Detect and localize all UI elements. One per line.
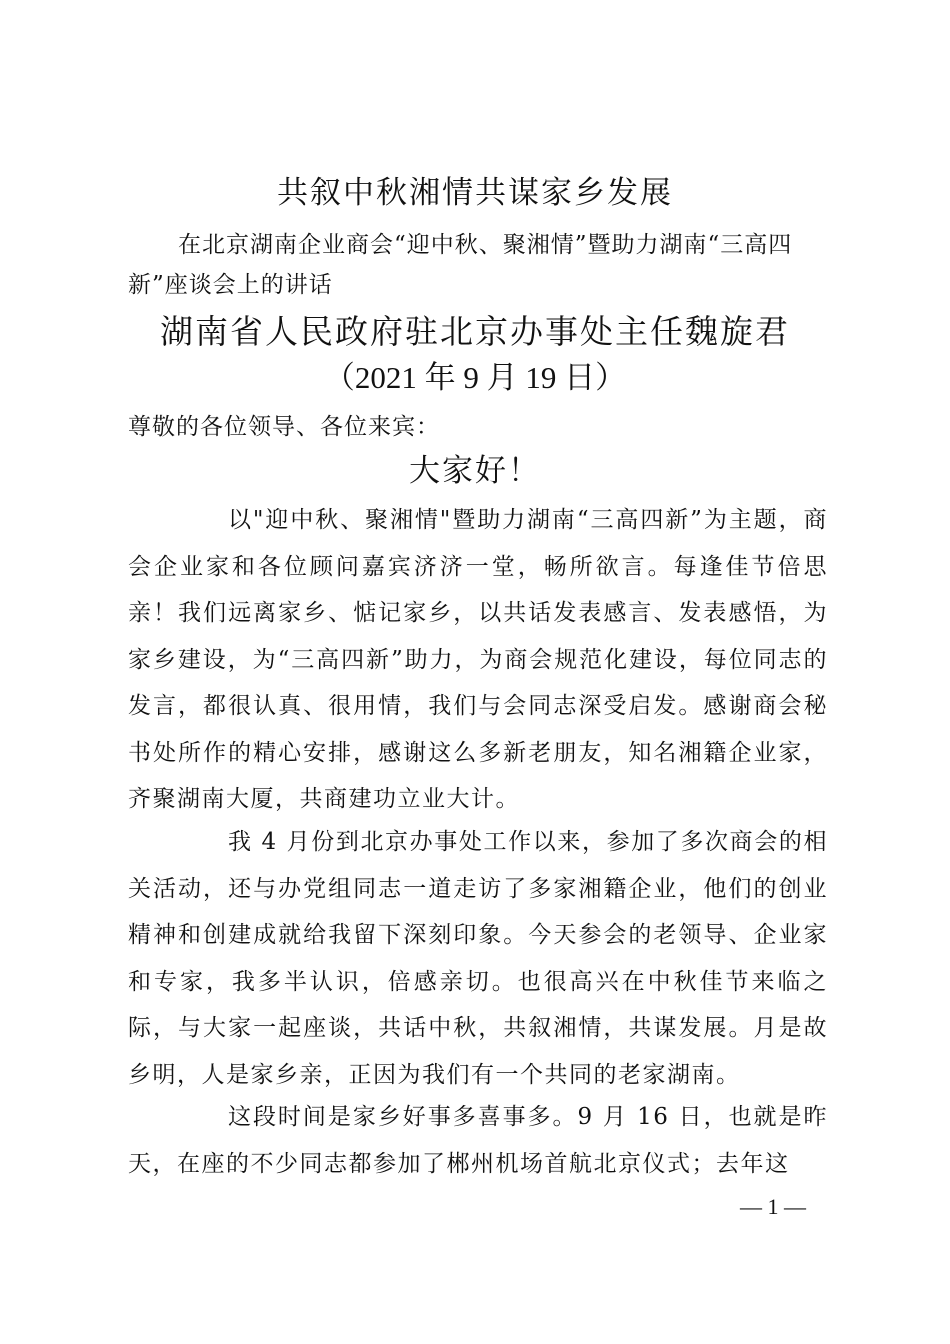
greeting: 大家好！ [409,453,541,489]
speech-date: （2021 年 9 月 19 日） [323,360,627,395]
document-subtitle: 在北京湖南企业商会“迎中秋、聚湘情”暨助力湖南“三高四新”座谈会上的讲话 [128,232,793,298]
body-paragraph: 以"迎中秋、聚湘情"暨助力湖南“三高四新”为主题，商会企业家和各位顾问嘉宾济济一堂，畅所欲言。每逢佳节倍思亲！我们远离家乡、惦记家乡，以共话发表感言、发表感悟，为家乡建设，为“三高四新”助力，为商会规范化建设，每位同志的发言，都很认真、很用情，我们与会同志深受启发。感谢商会秘书处所作的精心安排，感谢这么多新老朋友，知名湘籍企业家，齐聚湖南大厦，共商建功立业大计。 [128,507,828,812]
salutation: 尊敬的各位领导、各位来宾： [128,414,440,440]
page-number: — 1 — [740,1194,806,1219]
body-paragraph: 这段时间是家乡好事多喜事多。9 月 16 日，也就是昨天，在座的不少同志都参加了郴州机场首航北京仪式；去年这 [128,1104,828,1177]
document-title: 共叙中秋湘情共谋家乡发展 [277,175,673,211]
speaker-line: 湖南省人民政府驻北京办事处主任魏旋君 [160,312,790,351]
body-paragraph: 我 4 月份到北京办事处工作以来，参加了多次商会的相关活动，还与办党组同志一道走访了多家湘籍企业，他们的创业精神和创建成就给我留下深刻印象。今天参会的老领导、企业家和专家，我多半认识，倍感亲切。也很高兴在中秋佳节来临之际，与大家一起座谈，共话中秋，共叙湘情，共谋发展。月是故乡明，人是家乡亲，正因为我们有一个共同的老家湖南。 [128,829,828,1088]
